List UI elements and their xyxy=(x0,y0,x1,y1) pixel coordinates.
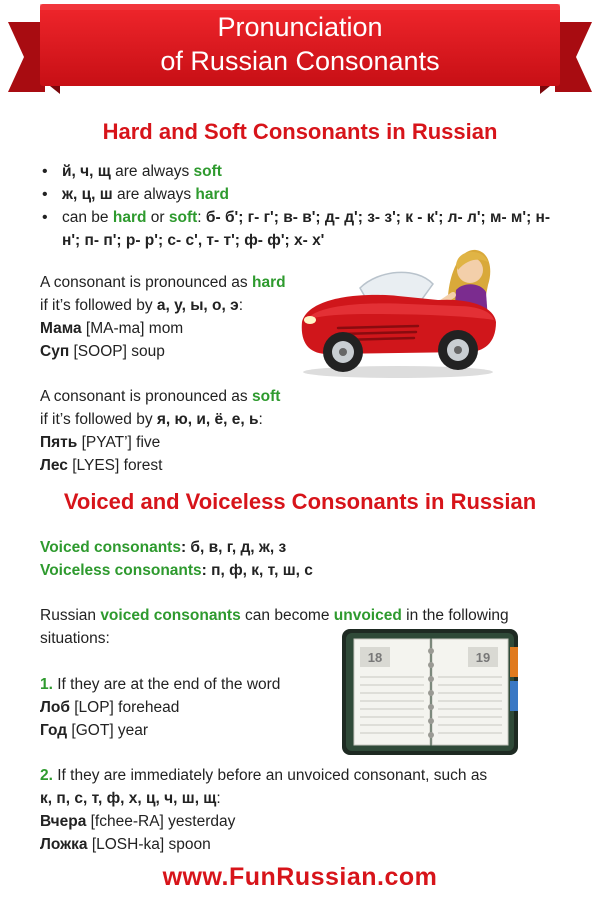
translation: [LOP] forehead xyxy=(69,699,180,716)
unvoiced-tag: unvoiced xyxy=(333,607,402,624)
translation: [MA-ma] mom xyxy=(81,320,184,337)
rule-number: 2. xyxy=(40,767,53,784)
example-les xyxy=(40,454,330,477)
soft-rule xyxy=(40,385,330,477)
rule-end-of-word xyxy=(40,673,330,742)
consonant-pairs: б- б'; г- г'; в- в'; д- д'; з- з'; к - к'; л- л'; м- м'; н- н'; п- п'; р- р'; с- с', т- т'; ф- ф'; х- х' xyxy=(62,209,551,249)
letters: й, ч, щ xyxy=(62,163,111,180)
label: Voiceless consonants xyxy=(40,562,202,579)
word: Вчера xyxy=(40,813,87,830)
translation: [LOSH-ka] spoon xyxy=(87,836,211,853)
page-title xyxy=(60,10,540,78)
text: A consonant is pronounced as xyxy=(40,274,252,291)
translation: [GOT] year xyxy=(67,722,149,739)
rule-number: 1. xyxy=(40,676,53,693)
voiced-list xyxy=(40,536,560,559)
calendar-illustration xyxy=(340,625,522,759)
text: A consonant is pronounced as xyxy=(40,388,252,405)
example-pyat xyxy=(40,431,330,454)
text: : xyxy=(197,209,206,226)
bullet-always-hard xyxy=(40,183,560,206)
letters: к, п, с, т, ф, х, ц, ч, ш, щ xyxy=(40,790,217,807)
red-car-illustration xyxy=(298,240,498,380)
text: Russian xyxy=(40,607,101,624)
translation: [LYES] forest xyxy=(67,457,163,474)
title-line-2: of Russian Consonants xyxy=(160,46,440,76)
text: in the following situations: xyxy=(40,607,509,647)
voiceless-list xyxy=(40,559,560,582)
text: can be xyxy=(62,209,113,226)
heading-hard-soft: Hard and Soft Consonants in Russian xyxy=(102,119,498,144)
bullet-always-soft xyxy=(40,160,560,183)
example-vchera xyxy=(40,810,570,833)
letters: я, ю, и, ё, е, ь xyxy=(156,411,259,428)
word: Суп xyxy=(40,343,70,360)
word: Ложка xyxy=(40,836,88,853)
text: If they are at the end of the word xyxy=(52,676,281,693)
word: Лес xyxy=(40,457,68,474)
word: Пять xyxy=(40,434,78,451)
calendar-day-right: 19 xyxy=(475,650,491,665)
colon: : xyxy=(216,790,221,807)
example-lozhka xyxy=(40,833,570,856)
soft-tag: soft xyxy=(168,209,198,226)
heading-voiced-voiceless: Voiced and Voiceless Consonants in Russian xyxy=(63,489,537,514)
title-line-1: Pronunciation xyxy=(217,12,383,42)
colon: : xyxy=(238,297,243,314)
hard-tag: hard xyxy=(251,274,286,291)
letters: ж, ц, ш xyxy=(62,186,113,203)
letters: а, у, ы, о, э xyxy=(156,297,239,314)
website-url[interactable]: www.FunRussian.com xyxy=(162,863,438,891)
voiced-tag: voiced consonants xyxy=(100,607,241,624)
hard-rule xyxy=(40,271,330,363)
word: Мама xyxy=(40,320,82,337)
letters: : б, в, г, д, ж, з xyxy=(180,539,287,556)
title-banner xyxy=(0,0,600,100)
text: if it’s followed by xyxy=(40,297,157,314)
example-mama xyxy=(40,317,330,340)
word: Год xyxy=(40,722,68,739)
rule-before-unvoiced xyxy=(40,764,570,856)
voiced-voiceless-lists xyxy=(40,536,560,582)
letters: : п, ф, к, т, ш, с xyxy=(201,562,313,579)
word: Лоб xyxy=(40,699,70,716)
text: or xyxy=(146,209,169,226)
example-sup xyxy=(40,340,330,363)
soft-tag: soft xyxy=(251,388,281,405)
text: If they are immediately before an unvoiced consonant, such as xyxy=(52,767,488,784)
translation: [PYAT’] five xyxy=(77,434,161,451)
hard-tag: hard xyxy=(195,186,229,203)
label: Voiced consonants xyxy=(40,539,181,556)
example-god xyxy=(40,719,330,742)
text: are always xyxy=(112,186,196,203)
text: can become xyxy=(240,607,334,624)
colon: : xyxy=(258,411,263,428)
soft-tag: soft xyxy=(193,163,222,180)
text: if it’s followed by xyxy=(40,411,157,428)
text: are always xyxy=(110,163,194,180)
hard-tag: hard xyxy=(112,209,147,226)
consonant-bullet-list xyxy=(40,160,560,252)
translation: [SOOP] soup xyxy=(69,343,165,360)
translation: [fchee-RA] yesterday xyxy=(86,813,236,830)
example-lob xyxy=(40,696,330,719)
calendar-day-left: 18 xyxy=(367,650,383,665)
